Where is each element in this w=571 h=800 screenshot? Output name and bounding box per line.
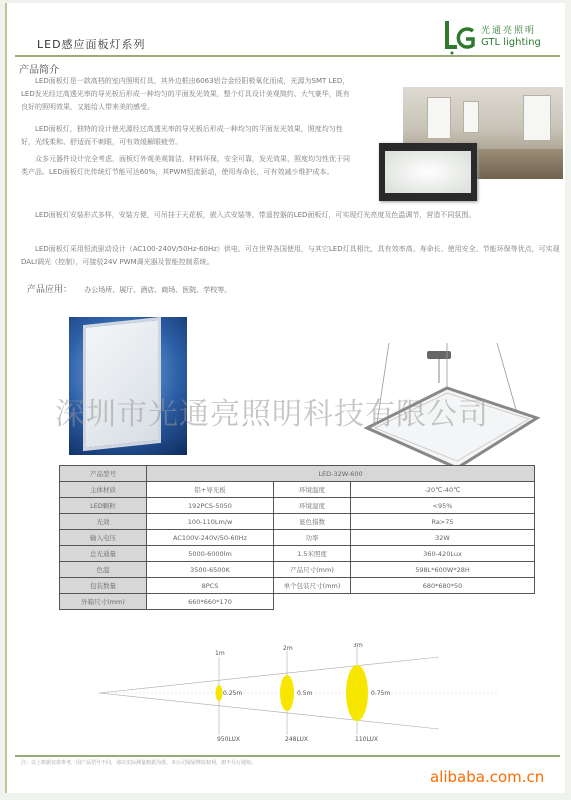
table-row — [60, 498, 535, 514]
spec-value: 铝+导光板 — [147, 482, 274, 498]
intro-heading: 产品简介 — [19, 65, 59, 76]
table-row — [60, 530, 535, 546]
usage-label: 产品应用： — [27, 285, 73, 295]
spec-label: 光效 — [60, 514, 147, 530]
spec-label: 包装数量 — [60, 578, 147, 594]
diameter-label: 0.75m — [371, 690, 391, 697]
spec-value: 3500-6500K — [147, 562, 274, 578]
spec-label: 单个包装尺寸(mm) — [274, 578, 351, 594]
company-logo — [443, 17, 563, 57]
diameter-label: 0.25m — [223, 690, 243, 697]
spec-value: AC100V-240V/50-60Hz — [147, 530, 274, 546]
logo-chinese-name: 光通亮照明 — [481, 26, 537, 36]
spec-value: LED-32W-600 — [147, 466, 535, 482]
usage-text: 办公场所、展厅、酒店、商场、医院、学校等。 — [84, 286, 232, 294]
lux-label: 950LUX — [217, 736, 240, 743]
spec-value: 32W — [351, 530, 535, 546]
company-watermark: 深圳市光通亮照明科技有限公司 — [55, 397, 489, 432]
table-row — [60, 514, 535, 530]
spec-value: 192PCS-5050 — [147, 498, 274, 514]
intro-paragraph: LED面板灯采用恒流驱动设计（AC100-240V/50Hz-60Hz）供电，可在世界各国使用，与其它LED灯具相比，具有效率高、寿命长、使用安全、节能环保等优点，可实现DALI调光（控制），可接驳24V PWM调光器及智能控制系统。 — [21, 245, 560, 266]
spec-label: 1.5米照度 — [274, 546, 351, 562]
distance-label: 1m — [215, 650, 225, 657]
table-row — [60, 546, 535, 562]
distance-label: 3m — [353, 643, 363, 649]
spec-label: 显色指数 — [274, 514, 351, 530]
spec-label: 色温 — [60, 562, 147, 578]
spec-label: LED颗粒 — [60, 498, 147, 514]
spec-label: 主体材质 — [60, 482, 147, 498]
spec-value: 660*660*170 — [147, 594, 274, 610]
light-distribution-diagram — [99, 643, 509, 743]
footer-divider — [15, 755, 560, 757]
intro-paragraph: LED面板灯，独特的设计使光源经过高透光率的导光板后形成一种均匀的平面发光效果，照度均匀性好，光线柔和、舒适而不刺眼，可有效缓解眼疲劳。 — [21, 125, 343, 146]
table-row — [60, 482, 535, 498]
table-row — [60, 466, 535, 482]
spec-label: 输入电压 — [60, 530, 147, 546]
spec-table — [59, 465, 535, 610]
panel-light-photo — [379, 143, 477, 201]
spec-label: 总光通量 — [60, 546, 147, 562]
spec-value: -20℃-40℃ — [351, 482, 535, 498]
logo-english-name: GTL lighting — [481, 37, 541, 48]
table-row — [60, 594, 535, 610]
footer-note: 注：以上数据仅供参考，因产品型号不同，请以实际测量数据为准。本公司保留修改权利，恕不另行通知。 — [21, 760, 257, 766]
table-row — [60, 578, 535, 594]
spec-value: 5000-6000lm — [147, 546, 274, 562]
lux-label: 248LUX — [285, 736, 308, 743]
spec-value: 100-110Lm/w — [147, 514, 274, 530]
distance-label: 2m — [283, 645, 293, 652]
spec-label: 环境湿度 — [274, 498, 351, 514]
table-row — [60, 562, 535, 578]
alibaba-watermark: alibaba.com.cn — [430, 768, 545, 786]
spec-label: 环境温度 — [274, 482, 351, 498]
spec-value: 598L*600W*28H — [351, 562, 535, 578]
spec-label: 产品尺寸(mm) — [274, 562, 351, 578]
catalog-sheet — [5, 3, 565, 793]
spec-value: 680*680*50 — [351, 578, 535, 594]
spec-value: 8PCS — [147, 578, 274, 594]
gtl-logo-icon — [443, 17, 479, 57]
spec-value: Ra>75 — [351, 514, 535, 530]
intro-paragraph: 众多元器件设计完全考虑，面板灯外观美观简洁，材料环保，安全可靠，发光效果、照度均匀性优于同类产品。LED面板灯比传统灯节能可达60%，其PWM恒流驱动，使用寿命长，可有效减少维护成本。 — [21, 155, 350, 176]
diameter-label: 0.5m — [297, 690, 313, 697]
spec-value: 360-420Lux — [351, 546, 535, 562]
usage-line — [27, 282, 231, 295]
spec-value: <95% — [351, 498, 535, 514]
spec-label: 产品型号 — [60, 466, 147, 482]
page-title: LED感应面板灯系列 — [37, 38, 146, 51]
spec-label: 功率 — [274, 530, 351, 546]
intro-paragraph: LED面板灯是一款高档的室内照明灯具，其外边框由6063铝合金经阳极氧化而成，光源为SMT LED，LED发光经过高透光率的导光板后形成一种均匀的平面发光效果，整个灯具设计美观简约、大气豪华，既有良好的照明效果，又能给人带来美的感受。 — [21, 77, 350, 111]
lux-label: 110LUX — [355, 736, 378, 743]
header-divider — [15, 55, 560, 57]
intro-paragraph: LED面板灯安装形式多样，安装方便，可吊挂于天花板，嵌入式安装等，带遥控器的LED面板灯，可实现灯光亮度及色温调节，营造不同氛围。 — [35, 211, 476, 219]
spec-label: 外箱尺寸(mm) — [60, 594, 147, 610]
product-panel-photo — [69, 317, 187, 455]
